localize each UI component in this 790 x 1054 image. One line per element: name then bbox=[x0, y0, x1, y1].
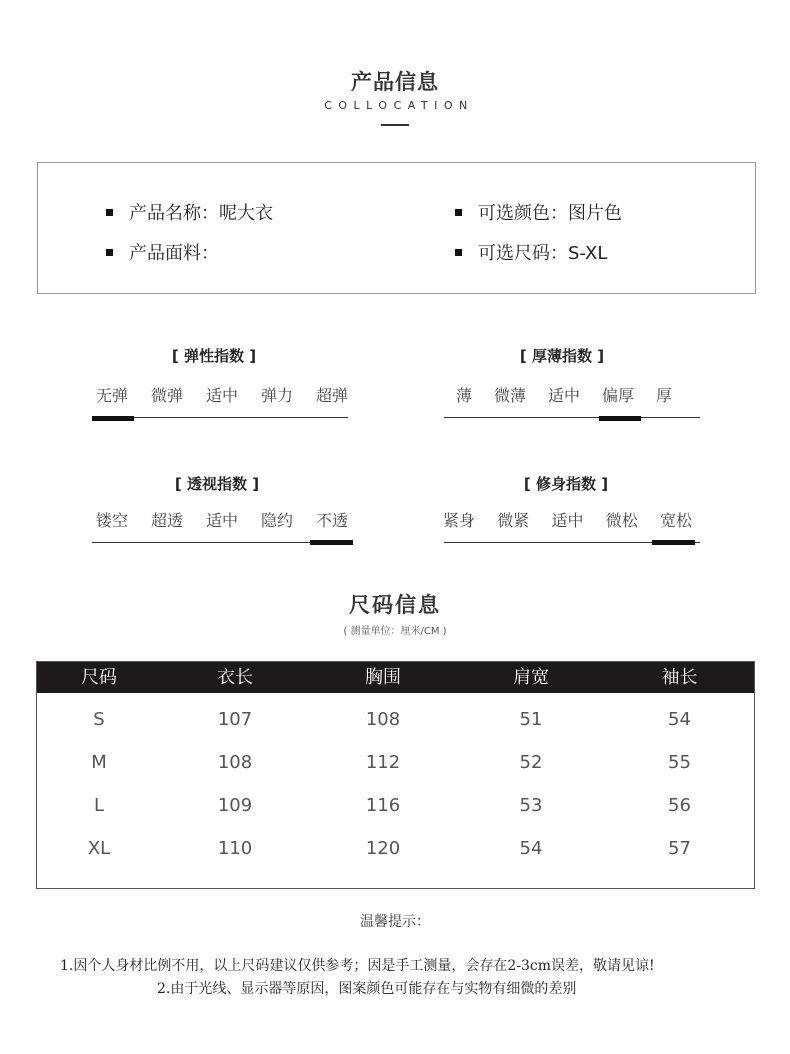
table-cell: S bbox=[93, 709, 105, 730]
thickness-option: 厚 bbox=[655, 386, 672, 405]
table-row bbox=[37, 795, 754, 816]
table-cell: 110 bbox=[217, 838, 253, 859]
bullet-icon bbox=[106, 249, 113, 256]
fit-option: 微紧 bbox=[497, 511, 530, 530]
product-info-title: 产品信息 bbox=[351, 70, 439, 94]
product-size: 可选尺码：S-XL bbox=[478, 243, 608, 264]
thickness-selected-marker bbox=[599, 416, 641, 421]
bullet-icon bbox=[455, 249, 462, 256]
header-shoulder: 肩宽 bbox=[513, 667, 549, 688]
fit-option: 紧身 bbox=[443, 511, 476, 530]
tips-title: 温馨提示： bbox=[360, 914, 430, 930]
title-underline bbox=[381, 124, 409, 126]
transparency-option: 隐约 bbox=[260, 511, 293, 530]
elasticity-option: 微弹 bbox=[150, 386, 183, 405]
size-info-title: 尺码信息 bbox=[349, 593, 441, 617]
table-cell: 57 bbox=[668, 838, 691, 859]
collocation-subtitle: COLLOCATION bbox=[324, 99, 474, 112]
tip-line-1: 1.因个人身材比例不用，以上尺码建议仅供参考；因是手工测量，会存在2-3cm误差，敬请见谅! bbox=[60, 958, 655, 974]
table-cell: 54 bbox=[519, 838, 543, 859]
header-chest: 胸围 bbox=[365, 667, 401, 688]
table-cell: 120 bbox=[365, 838, 401, 859]
measurement-unit: ( 测量单位：厘米/CM ) bbox=[343, 626, 447, 637]
table-cell: 51 bbox=[519, 709, 543, 730]
size-table bbox=[36, 661, 755, 889]
header-size: 尺码 bbox=[81, 667, 117, 688]
product-info-box bbox=[37, 162, 756, 294]
elasticity-index-title: [ 弹性指数 ] bbox=[171, 347, 257, 365]
fit-index-title: [ 修身指数 ] bbox=[523, 475, 609, 493]
transparency-option: 超透 bbox=[150, 511, 183, 530]
size-table-header bbox=[37, 662, 754, 693]
table-cell: 116 bbox=[365, 795, 401, 816]
table-cell: 52 bbox=[519, 752, 543, 773]
thickness-option: 微薄 bbox=[493, 386, 526, 405]
transparency-selected-marker bbox=[310, 540, 353, 545]
product-name-item bbox=[106, 199, 273, 225]
product-name: 产品名称：呢大衣 bbox=[129, 203, 273, 224]
table-row bbox=[37, 752, 754, 773]
table-cell: 108 bbox=[217, 752, 253, 773]
bullet-icon bbox=[106, 209, 113, 216]
table-cell: 109 bbox=[217, 795, 253, 816]
product-color-item bbox=[455, 199, 622, 225]
thickness-option: 适中 bbox=[547, 386, 580, 405]
transparency-option: 不透 bbox=[315, 511, 348, 530]
table-row bbox=[37, 709, 754, 730]
thickness-options bbox=[456, 383, 672, 406]
transparency-option: 镂空 bbox=[96, 511, 129, 530]
table-cell: 55 bbox=[668, 752, 691, 773]
table-cell: L bbox=[93, 795, 105, 816]
transparency-option: 适中 bbox=[205, 511, 238, 530]
table-cell: 54 bbox=[668, 709, 691, 730]
transparency-options bbox=[96, 508, 348, 531]
product-color: 可选颜色：图片色 bbox=[478, 203, 622, 224]
table-cell: 53 bbox=[519, 795, 543, 816]
table-cell: M bbox=[91, 752, 107, 773]
thickness-index-title: [ 厚薄指数 ] bbox=[519, 347, 605, 365]
product-fabric: 产品面料： bbox=[129, 243, 219, 264]
bullet-icon bbox=[455, 209, 462, 216]
fit-options bbox=[443, 508, 692, 531]
elasticity-selected-marker bbox=[92, 416, 134, 421]
table-cell: 56 bbox=[668, 795, 691, 816]
header-sleeve: 袖长 bbox=[661, 667, 698, 688]
product-size-item bbox=[455, 239, 607, 265]
table-row bbox=[37, 838, 754, 859]
table-cell: XL bbox=[87, 838, 111, 859]
product-fabric-item bbox=[106, 239, 219, 265]
elasticity-option: 适中 bbox=[205, 386, 238, 405]
transparency-index-title: [ 透视指数 ] bbox=[174, 475, 260, 493]
fit-selected-marker bbox=[652, 540, 695, 545]
thickness-option: 偏厚 bbox=[601, 386, 634, 405]
header-length: 衣长 bbox=[217, 667, 253, 688]
thickness-scale-line bbox=[444, 417, 700, 418]
table-cell: 108 bbox=[365, 709, 401, 730]
elasticity-option: 无弹 bbox=[96, 386, 129, 405]
fit-option: 宽松 bbox=[659, 511, 692, 530]
table-cell: 107 bbox=[217, 709, 253, 730]
thickness-option: 薄 bbox=[456, 386, 473, 405]
elasticity-option: 超弹 bbox=[315, 386, 348, 405]
table-cell: 112 bbox=[365, 752, 401, 773]
tip-line-2: 2.由于光线、显示器等原因，图案颜色可能存在与实物有细微的差别 bbox=[157, 981, 577, 997]
fit-option: 适中 bbox=[551, 511, 584, 530]
elasticity-option: 弹力 bbox=[260, 386, 293, 405]
fit-option: 微松 bbox=[605, 511, 638, 530]
elasticity-options bbox=[96, 383, 348, 406]
